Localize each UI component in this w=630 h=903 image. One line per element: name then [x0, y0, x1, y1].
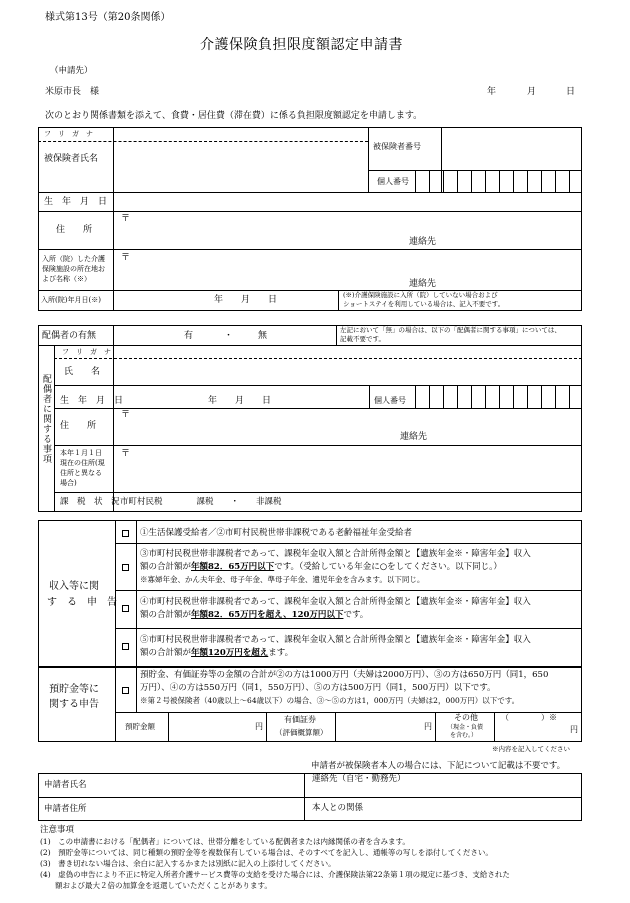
securities-label-2: （評価概算額） [275, 728, 328, 737]
page-title: 介護保険負担限度額認定申請書 [200, 37, 403, 53]
facility-contact-label: 連絡先 [409, 279, 437, 289]
proxy-note: 申請者が被保険者本人の場合には、下記について記載は不要です。 [311, 761, 566, 771]
savings-label-2: 関する申告 [49, 699, 99, 710]
spouse-presence-yes[interactable]: 有 [184, 331, 194, 341]
proxy-address-field[interactable] [105, 799, 300, 819]
admission-date-label: 入所(院)年月日(※) [41, 296, 101, 304]
spouse-tax-label: 課 税 状 況 [60, 497, 120, 507]
spouse-dob-ymd[interactable]: 年 月 日 [208, 396, 272, 406]
intro-text: 次のとおり関係書類を添えて、食費・居住費（滞在費）に係る負担限度額認定を申請します。 [45, 111, 423, 121]
other-label-3: を含む。） [450, 732, 478, 739]
personal-number-cells[interactable] [415, 170, 582, 192]
facility-label-line3: よび名称（※） [42, 275, 91, 283]
other-label-2: （現金・負債 [447, 724, 484, 731]
dob-label: 生 年 月 日 [44, 197, 108, 207]
recipient-label: （申請先） [50, 66, 93, 76]
note-2: (2) 預貯金等については、同じ種類の預貯金等を複数保有している場合は、そのすべてを記入し、通帳等の写しを添付してください。 [40, 848, 493, 857]
insured-name-field[interactable] [115, 143, 365, 191]
income-option-3-checkbox[interactable] [122, 564, 129, 571]
spouse-tax-options[interactable]: 市町村民税 課税 ・ 非課税 [120, 497, 282, 507]
deposit-yen: 円 [255, 722, 263, 731]
note-1: (1) この申請書における「配偶者」については、世帯分離をしている配偶者または内縁関係の者を含みます。 [40, 837, 410, 846]
spouse-jan-address-field[interactable] [130, 447, 580, 491]
income-label-1: 収入等に関 [49, 581, 99, 592]
spouse-presence-no[interactable]: 無 [258, 331, 268, 341]
date-month: 月 [527, 87, 537, 97]
insured-name-label: 被保険者氏名 [44, 154, 99, 164]
income-option-3-threshold: 年額82．65万円以下 [191, 562, 275, 572]
admission-date-ymd[interactable]: 年 月 日 [214, 295, 278, 305]
spouse-name-field[interactable] [115, 359, 580, 384]
income-option-4-threshold: 年額82．65万円を超え、120万円以下 [191, 610, 344, 620]
address-field[interactable] [130, 213, 580, 247]
deposit-amount-field[interactable] [170, 714, 250, 740]
income-option-5-b3: ます。 [268, 648, 294, 658]
income-label-2: す る 申 告 [47, 597, 117, 608]
income-option-3-line1: ③市町村民税世帯非課税者であって、課税年金収入額と合計所得金額と【遺族年金※・障害年金】収入 [140, 549, 531, 559]
income-option-3-b3: です。（受給している年金に○をしてください。以下同じ。） [274, 562, 502, 572]
securities-yen: 円 [424, 722, 432, 731]
spouse-address-label: 住 所 [60, 421, 97, 431]
securities-amount-field[interactable] [337, 714, 417, 740]
proxy-address-label: 申請者住所 [44, 804, 87, 814]
facility-postal-mark: 〒 [121, 253, 131, 263]
dob-field[interactable] [115, 193, 581, 210]
applicant-furigana-label: フ リ ガ ナ [44, 130, 93, 138]
spouse-side-label: 配偶者に関する事項 [41, 374, 51, 464]
income-option-5-threshold: 年額120万円を超え [191, 648, 269, 658]
facility-label-line1: 入所（院）した介護 [42, 255, 105, 263]
spouse-personal-number-cells[interactable] [415, 385, 582, 408]
facility-label-line2: 保険施設の所在地お [42, 265, 105, 273]
note-4a: (4) 虚偽の申告により不正に特定入所者介護サービス費等の支給を受けた場合には、介護保険法第22条第１項の規定に基づき、支給された [40, 870, 510, 879]
savings-text-2: 万円）、④の方は550万円（同1，550万円）、⑤の方は500万円（同1，500万円）以下です。 [140, 683, 496, 693]
date-year: 年 [487, 87, 497, 97]
proxy-contact-label: 連絡先（自宅・勤務先） [312, 774, 406, 784]
income-option-5-checkbox[interactable] [122, 643, 129, 650]
other-label-1: その他 [454, 713, 478, 722]
address-label: 住 所 [56, 225, 93, 235]
income-option-4-b3: です。 [343, 610, 369, 620]
form-number: 様式第13号（第20条関係） [45, 12, 171, 23]
proxy-relation-label: 本人との関係 [312, 803, 364, 813]
insured-number-label: 被保険者番号 [373, 142, 421, 151]
income-option-5-line1: ⑤市町村民税世帯非課税者であって、課税年金収入額と合計所得金額と【遺族年金※・障害年金】収入 [140, 635, 531, 645]
spouse-jan-label-2: 現在の住所(現 [60, 459, 105, 467]
spouse-presence-note-2: 記載不要です。 [340, 335, 385, 343]
savings-text-3: ※第２号被保険者（40歳以上～64歳以下）の場合、③～⑤の方は1，000万円（夫婦は2，000万円）以下です。 [140, 696, 520, 705]
spouse-name-label: 氏 名 [64, 367, 101, 377]
income-option-4-b1: 額の合計額が [140, 610, 192, 620]
note-3: (3) 書き切れない場合は、余白に記入するかまたは別紙に記入の上添付してください。 [40, 859, 336, 868]
detail-note: ※内容を記入してください [492, 745, 570, 753]
notes-heading: 注意事項 [40, 825, 75, 835]
proxy-name-label: 申請者氏名 [44, 780, 87, 790]
spouse-address-postal: 〒 [121, 410, 131, 420]
income-option-3-b1: 額の合計額が [140, 562, 192, 572]
spouse-dob-label: 生 年 月 日 [60, 396, 124, 406]
income-option-4-checkbox[interactable] [122, 605, 129, 612]
savings-label-1: 預貯金等に [49, 684, 99, 695]
spouse-contact-label: 連絡先 [400, 432, 428, 442]
income-option-1: ①生活保護受給者／②市町村民税世帯非課税である老齢福祉年金受給者 [140, 528, 413, 538]
securities-label-1: 有価証券 [284, 715, 316, 724]
insured-number-field[interactable] [442, 128, 581, 170]
other-detail-paren[interactable]: （ ）※ [501, 713, 557, 722]
income-option-1-checkbox[interactable] [122, 530, 129, 537]
other-yen: 円 [570, 725, 578, 734]
spouse-address-field[interactable] [130, 410, 580, 444]
savings-text-1: 預貯金、有価証券等の金額の合計が②の方は1000万円（夫婦は2000万円）、③の方は650万円（同1，650 [140, 670, 549, 680]
spouse-jan-postal: 〒 [121, 449, 131, 459]
spouse-presence-label: 配偶者の有無 [42, 331, 97, 341]
date-day: 日 [566, 87, 576, 97]
deposit-label: 預貯金額 [125, 722, 155, 731]
income-option-3-note: ※寡婦年金、かん夫年金、母子年金、準母子年金、遺児年金を含みます。以下同じ。 [140, 575, 425, 584]
spouse-presence-note-1: 左記において「無」の場合は、以下の「配偶者に関する事項」については、 [340, 326, 561, 334]
spouse-personal-number-label: 個人番号 [374, 396, 406, 405]
spouse-presence-dot: ・ [224, 331, 234, 341]
savings-checkbox[interactable] [122, 687, 129, 694]
income-option-4-line1: ④市町村民税世帯非課税者であって、課税年金収入額と合計所得金額と【遺族年金※・障害年金】収入 [140, 597, 531, 607]
note-4b: 額および最大２倍の加算金を返還していただくことがあります。 [55, 881, 272, 890]
recipient: 米原市長 様 [45, 87, 100, 97]
personal-number-label: 個人番号 [377, 177, 409, 186]
other-amount-field[interactable] [497, 726, 567, 740]
admission-note-2: ショートステイを利用している場合は、記入不要です。 [343, 300, 505, 308]
spouse-jan-label-4: 場合) [60, 479, 77, 487]
spouse-jan-label-3: 住所と異なる [60, 469, 102, 477]
spouse-jan-label-1: 本年１月１日 [60, 449, 102, 457]
spouse-furigana-label: フ リ ガ ナ [62, 348, 111, 356]
facility-field[interactable] [130, 251, 580, 287]
address-postal-mark: 〒 [121, 214, 131, 224]
income-option-5-b1: 額の合計額が [140, 648, 192, 658]
address-contact-label: 連絡先 [409, 237, 437, 247]
proxy-name-field[interactable] [105, 775, 300, 795]
admission-note-1: (※)介護保険施設に入所（院）していない場合および [343, 291, 498, 299]
